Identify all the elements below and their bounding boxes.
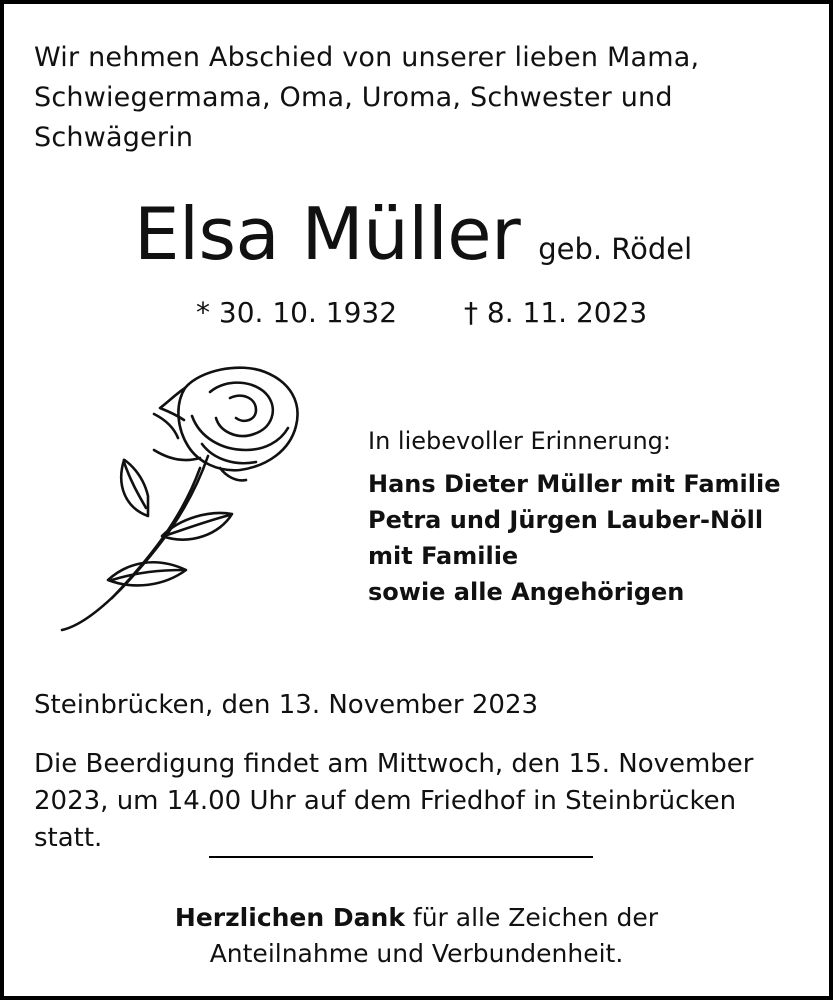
family-line: Hans Dieter Müller mit Familie — [368, 470, 781, 498]
birth-name: geb. Rödel — [538, 232, 693, 266]
memory-heading: In liebevoller Erinnerung: — [368, 427, 671, 455]
intro-line: Wir nehmen Abschied von unserer lieben Mama, — [34, 42, 700, 73]
funeral-line: Die Beerdigung findet am Mittwoch, den 15. November — [34, 749, 754, 779]
place-date: Steinbrücken, den 13. November 2023 — [34, 690, 539, 720]
birth-date: * 30. 10. 1932 — [196, 296, 398, 329]
funeral-info — [34, 746, 804, 857]
rose-icon — [50, 358, 320, 648]
family-line: Petra und Jürgen Lauber-Nöll — [368, 506, 764, 534]
thanks-text — [100, 900, 733, 972]
thanks-line-1 — [100, 900, 733, 936]
funeral-line: 2023, um 14.00 Uhr auf dem Friedhof in Steinbrücken — [34, 786, 737, 816]
family-line: mit Familie — [368, 542, 519, 570]
deceased-name: Elsa Müller — [134, 192, 521, 276]
thanks-rest: für alle Zeichen der — [404, 903, 659, 932]
thanks-bold: Herzlichen Dank — [174, 903, 405, 932]
family-line: sowie alle Angehörigen — [368, 578, 685, 606]
deceased-name-block — [134, 192, 692, 276]
intro-text — [34, 38, 804, 158]
death-date: † 8. 11. 2023 — [464, 296, 648, 329]
intro-line: Schwägerin — [34, 122, 194, 153]
thanks-line-2: Anteilnahme und Verbundenheit. — [209, 939, 624, 968]
intro-line: Schwiegermama, Oma, Uroma, Schwester und — [34, 82, 673, 113]
funeral-line: statt. — [34, 823, 103, 853]
family-list — [368, 466, 780, 610]
divider-line — [209, 856, 593, 858]
